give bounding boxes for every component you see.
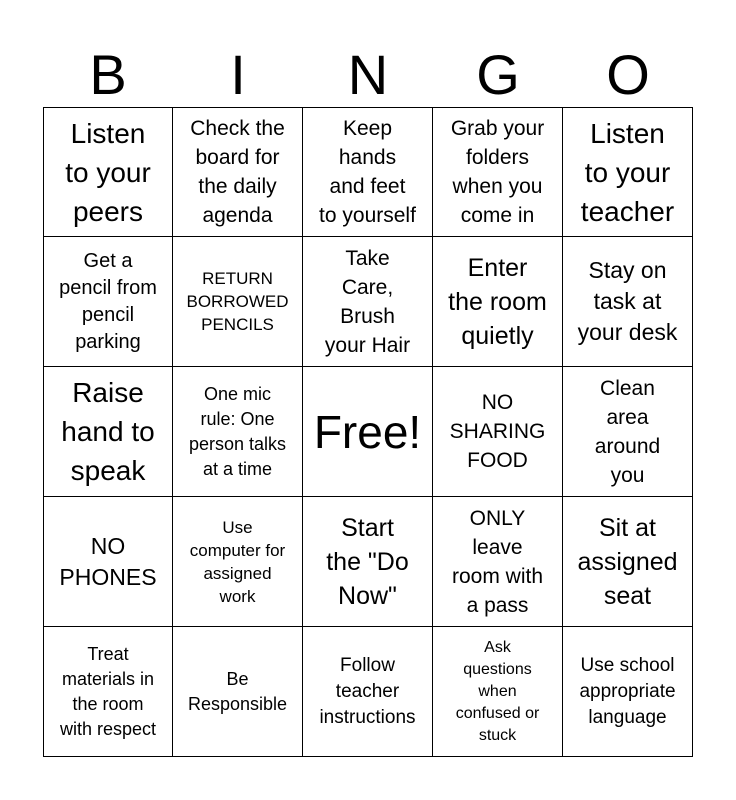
bingo-cell[interactable] bbox=[173, 497, 303, 627]
cell-text: Treat materials in the room with respect bbox=[59, 643, 157, 739]
free-space-cell[interactable] bbox=[303, 367, 433, 497]
bingo-cell[interactable] bbox=[43, 627, 173, 757]
cell-text: Clean area around you bbox=[594, 376, 661, 487]
bingo-cell[interactable] bbox=[433, 497, 563, 627]
cell-text: Follow teacher instructions bbox=[319, 654, 416, 728]
bingo-cell[interactable] bbox=[303, 497, 433, 627]
cell-text: Stay on task at your desk bbox=[577, 257, 678, 345]
bingo-board bbox=[43, 107, 693, 757]
bingo-cell[interactable] bbox=[173, 367, 303, 497]
header-letter-b: B bbox=[89, 43, 127, 106]
cell-text: Take Care, Brush your Hair bbox=[324, 246, 411, 357]
cell-text: NO PHONES bbox=[59, 532, 157, 590]
bingo-cell[interactable] bbox=[433, 627, 563, 757]
bingo-cell[interactable] bbox=[563, 107, 693, 237]
bingo-cell[interactable] bbox=[43, 107, 173, 237]
bingo-cell[interactable] bbox=[433, 237, 563, 367]
bingo-cell[interactable] bbox=[173, 237, 303, 367]
cell-text: Be Responsible bbox=[187, 668, 288, 714]
bingo-cell[interactable] bbox=[173, 627, 303, 757]
header-letter-n: N bbox=[347, 43, 389, 106]
cell-text: Enter the room quietly bbox=[448, 253, 547, 350]
cell-text: Check the board for the daily agenda bbox=[190, 117, 285, 227]
cell-text: One mic rule: One person talks at a time bbox=[188, 383, 287, 479]
cell-text: Start the "Do Now" bbox=[326, 513, 409, 610]
header-letter-i: I bbox=[230, 43, 246, 106]
bingo-cell[interactable] bbox=[303, 107, 433, 237]
bingo-cell[interactable] bbox=[433, 107, 563, 237]
bingo-cell[interactable] bbox=[303, 237, 433, 367]
cell-text: NO SHARING FOOD bbox=[449, 391, 546, 472]
cell-text: Use computer for assigned work bbox=[189, 517, 286, 606]
header-letter-o: O bbox=[606, 43, 650, 106]
bingo-cell[interactable] bbox=[43, 237, 173, 367]
bingo-cell[interactable] bbox=[563, 497, 693, 627]
bingo-cell[interactable] bbox=[173, 107, 303, 237]
free-space-text: Free! bbox=[313, 405, 422, 458]
cell-text: Listen to your peers bbox=[65, 117, 151, 227]
cell-text: Ask questions when confused or stuck bbox=[455, 638, 540, 744]
cell-text: Sit at assigned seat bbox=[577, 513, 678, 610]
bingo-cell[interactable] bbox=[563, 367, 693, 497]
cell-text: Use school appropriate language bbox=[579, 654, 676, 728]
bingo-header bbox=[43, 44, 693, 106]
cell-text: Keep hands and feet to yourself bbox=[319, 117, 416, 227]
bingo-cell[interactable] bbox=[563, 237, 693, 367]
bingo-cell[interactable] bbox=[563, 627, 693, 757]
cell-text: Listen to your teacher bbox=[580, 117, 675, 227]
cell-text: ONLY leave room with a pass bbox=[451, 506, 544, 617]
bingo-cell[interactable] bbox=[43, 497, 173, 627]
bingo-cell[interactable] bbox=[303, 627, 433, 757]
cell-text: Get a pencil from pencil parking bbox=[59, 249, 157, 353]
bingo-cell[interactable] bbox=[433, 367, 563, 497]
cell-text: Grab your folders when you come in bbox=[450, 117, 545, 227]
bingo-cell[interactable] bbox=[43, 367, 173, 497]
cell-text: Raise hand to speak bbox=[61, 377, 155, 486]
header-letter-g: G bbox=[476, 43, 520, 106]
cell-text: RETURN BORROWED PENCILS bbox=[186, 269, 289, 334]
